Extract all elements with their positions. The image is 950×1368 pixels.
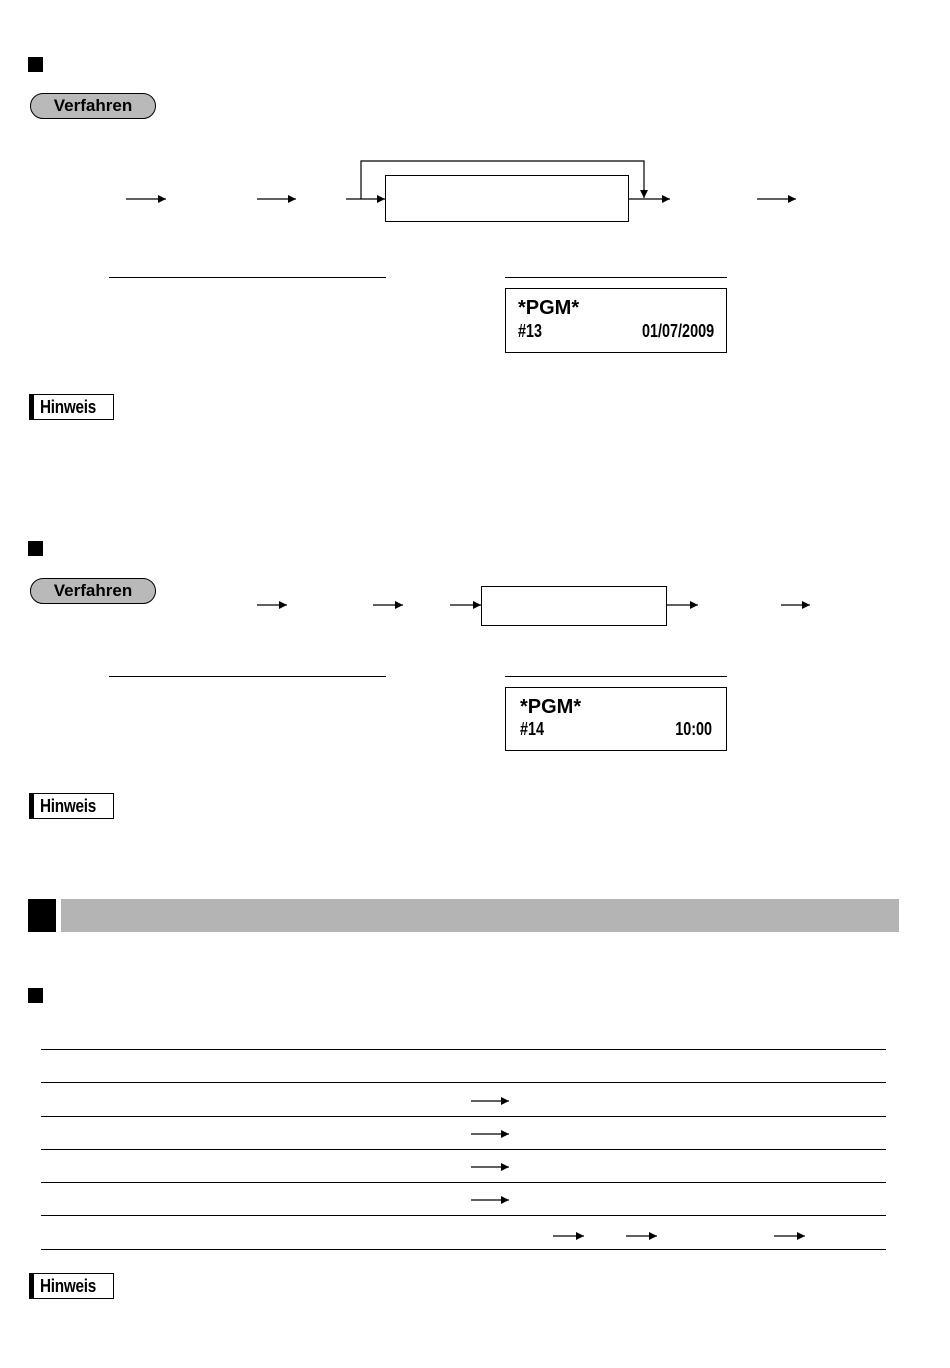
display-panel-2 <box>505 687 727 751</box>
display-panel-1 <box>505 288 727 353</box>
display-line1: *PGM* <box>520 696 582 718</box>
table-rule <box>41 1082 886 1083</box>
divider-right-2 <box>505 676 727 677</box>
section-marker-icon <box>28 899 56 932</box>
display-line1: *PGM* <box>518 297 580 319</box>
input-box-2 <box>481 586 667 626</box>
display-line2-left: #13 <box>518 321 543 341</box>
table-arrows <box>0 1090 950 1250</box>
note-badge-3 <box>29 1273 114 1299</box>
square-bullet-icon <box>28 988 43 1003</box>
section-header-bar <box>61 899 899 932</box>
procedure-badge: Verfahren <box>30 93 156 119</box>
flow-arrows-2 <box>0 592 950 622</box>
procedure-badge: Verfahren <box>30 578 156 604</box>
divider-left-2 <box>109 676 386 677</box>
input-box-1 <box>385 175 629 222</box>
divider-left-1 <box>109 277 386 278</box>
note-badge-1 <box>29 394 114 420</box>
note-label: Hinweis <box>40 1275 97 1296</box>
display-line2-right: 01/07/2009 <box>641 321 714 341</box>
divider-right-1 <box>505 277 727 278</box>
note-label: Hinweis <box>40 396 97 417</box>
display-line2-left: #14 <box>520 719 545 739</box>
note-label: Hinweis <box>40 795 97 816</box>
display-line2-right: 10:00 <box>675 719 712 739</box>
note-badge-2 <box>29 793 114 819</box>
square-bullet-icon <box>28 541 43 556</box>
table-rule <box>41 1049 886 1050</box>
